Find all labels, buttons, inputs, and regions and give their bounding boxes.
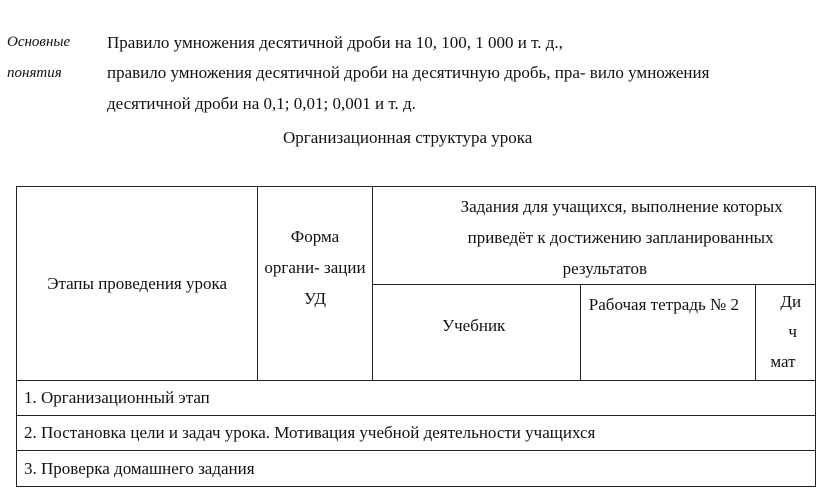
header-textbook <box>372 285 580 381</box>
header-tasks-line1: Задания для учащихся, выполнение которых <box>460 197 783 216</box>
table-row <box>17 416 816 451</box>
header-extra-line3: мат <box>770 352 796 371</box>
header-tasks-line2: приведёт к достижению запланированных <box>467 228 774 247</box>
row-stage-2: 2. Постановка цели и задач урока. Мотивация учебной деятельности учащихся <box>17 416 816 451</box>
intro-text-line1: Правило умножения десятичной дроби на 10, 100, 1 000 и т. д., <box>107 33 563 52</box>
header-extra-line2: ч <box>788 322 797 341</box>
header-extra <box>756 285 816 381</box>
header-tasks <box>372 187 815 285</box>
intro-label-line1: Основные <box>7 34 71 50</box>
header-form-line1: Форма <box>290 227 340 246</box>
row-stage-3: 3. Проверка домашнего задания <box>17 451 816 487</box>
header-form-line3: УД <box>304 289 326 308</box>
intro-text-line2: правило умножения десятичной дроби на десятичную дробь, пра- вило умножения <box>107 63 710 82</box>
table-row <box>17 451 816 487</box>
header-form-line2: органи- зации <box>264 258 366 277</box>
intro-label-line2: понятия <box>7 65 62 81</box>
header-extra-line1: Ди <box>780 292 802 311</box>
header-workbook <box>580 285 756 381</box>
header-form <box>258 187 372 381</box>
header-textbook-label: Учебник <box>442 316 506 335</box>
header-workbook-label: Рабочая тетрадь № 2 <box>588 295 739 314</box>
section-title: Организационная структура урока <box>283 128 533 147</box>
header-tasks-line3: результатов <box>562 259 648 278</box>
header-stages-label: Этапы проведения урока <box>47 273 228 293</box>
table-row <box>17 381 816 416</box>
lesson-structure-table <box>16 186 816 487</box>
row-stage-1: 1. Организационный этап <box>17 381 816 416</box>
header-stages <box>17 187 258 381</box>
table-header-row-1 <box>17 187 816 285</box>
intro-text-line3: десятичной дроби на 0,1; 0,01; 0,001 и т. д. <box>107 94 416 113</box>
